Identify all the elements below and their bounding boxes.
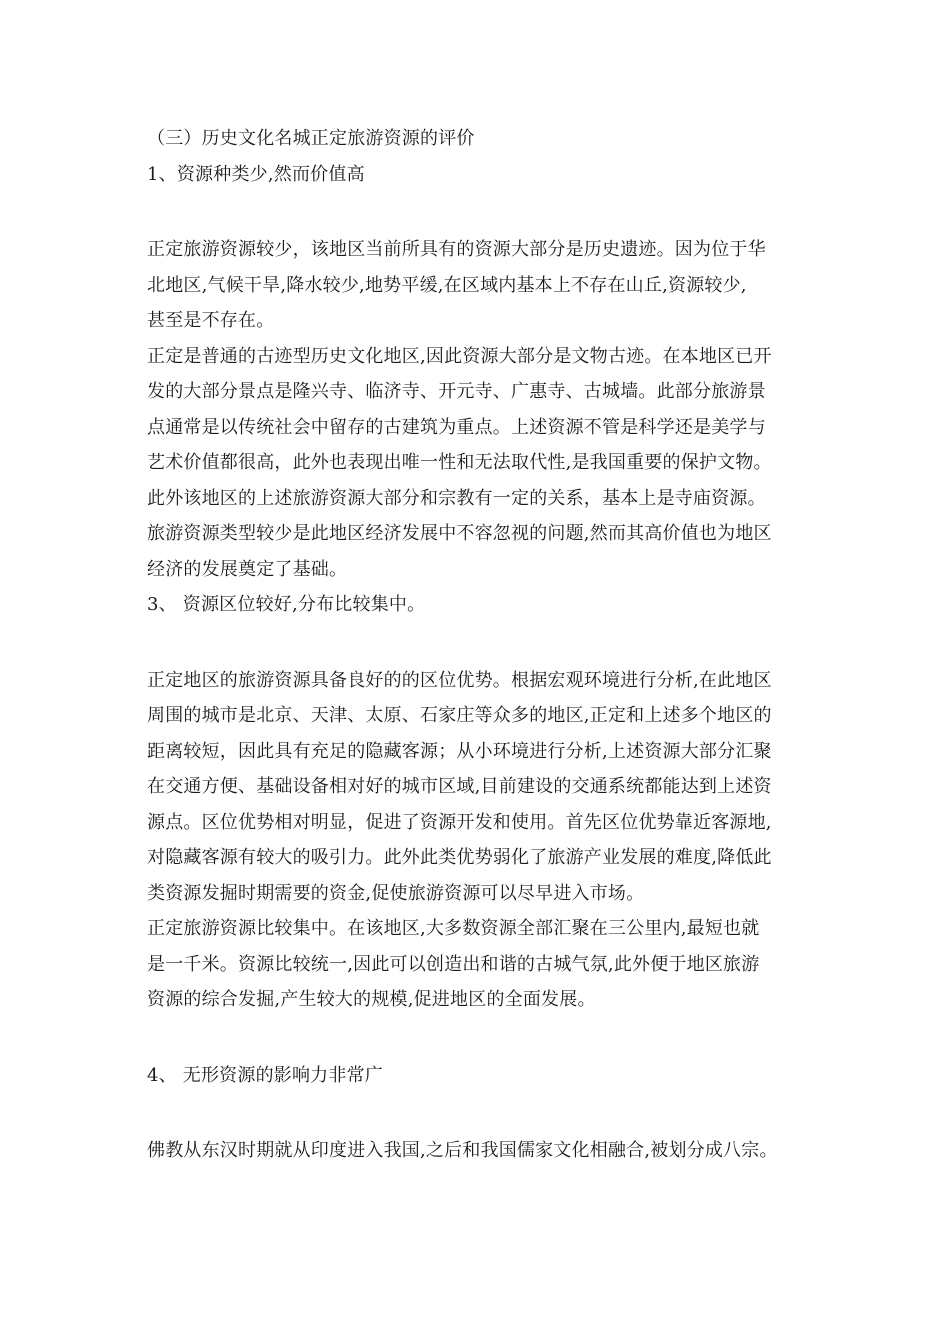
item1-paragraph-2 [147, 339, 822, 588]
text-line: 对隐藏客源有较大的吸引力。此外此类优势弱化了旅游产业发展的难度,降低此 [147, 847, 772, 868]
text-line: 此外该地区的上述旅游资源大部分和宗教有一定的关系，基本上是寺庙资源。 [147, 487, 766, 509]
text-line: 旅游资源类型较少是此地区经济发展中不容忽视的问题,然而其高价值也为地区 [147, 523, 772, 544]
text-line: 源点。区位优势相对明显，促进了资源开发和使用。首先区位优势靠近客源地, [147, 811, 772, 833]
text-line: 类资源发掘时期需要的资金,促使旅游资源可以尽早进入市场。 [147, 882, 645, 904]
item4-paragraph-1 [147, 1133, 822, 1169]
item3-paragraph-1 [147, 663, 822, 912]
text-line: 佛教从东汉时期就从印度进入我国,之后和我国儒家文化相融合,被划分成八宗。 [147, 1140, 778, 1161]
text-line: 点通常是以传统社会中留存的古建筑为重点。上述资源不管是科学还是美学与 [147, 416, 766, 438]
blank-line [147, 623, 822, 663]
text-line: 甚至是不存在。 [147, 310, 275, 331]
blank-line [147, 192, 822, 232]
text-line: 资源的综合发掘,产生较大的规模,促进地区的全面发展。 [147, 989, 596, 1010]
text-line: 距离较短，因此具有充足的隐藏客源；从小环境进行分析,上述资源大部分汇聚 [147, 740, 772, 762]
item4-heading: 4、 无形资源的影响力非常广 [147, 1064, 383, 1086]
blank-line [147, 1093, 822, 1133]
text-line: 正定是普通的古迹型历史文化地区,因此资源大部分是文物古迹。在本地区已开 [147, 345, 772, 367]
text-line: 在交通方便、基础设备相对好的城市区域,目前建设的交通系统都能达到上述资 [147, 776, 772, 797]
blank-line [147, 1018, 822, 1058]
text-line: 艺术价值都很高，此外也表现出唯一性和无法取代性,是我国重要的保护文物。 [147, 452, 772, 473]
text-line: 北地区,气候干旱,降水较少,地势平缓,在区域内基本上不存在山丘,资源较少, [147, 274, 747, 296]
item1-heading: 1、资源种类少,然而价值高 [147, 163, 365, 185]
document-body [147, 121, 822, 1169]
item3-heading: 3、 资源区位较好,分布比较集中。 [147, 594, 426, 615]
text-line: 正定地区的旅游资源具备良好的的区位优势。根据宏观环境进行分析,在此地区 [147, 669, 772, 691]
text-line: 发的大部分景点是隆兴寺、临济寺、开元寺、广惠寺、古城墙。此部分旅游景 [147, 381, 766, 402]
text-line: 经济的发展奠定了基础。 [147, 558, 348, 580]
text-line: 正定旅游资源较少，该地区当前所具有的资源大部分是历史遗迹。因为位于华 [147, 239, 766, 260]
text-line: 是一千米。资源比较统一,因此可以创造出和谐的古城气氛,此外便于地区旅游 [147, 953, 760, 975]
item3-paragraph-2 [147, 911, 822, 1018]
item1-paragraph-1 [147, 232, 822, 339]
text-line: 正定旅游资源比较集中。在该地区,大多数资源全部汇聚在三公里内,最短也就 [147, 918, 760, 939]
text-line: 周围的城市是北京、天津、太原、石家庄等众多的地区,正定和上述多个地区的 [147, 705, 772, 726]
section-title: （三）历史文化名城正定旅游资源的评价 [147, 128, 475, 149]
